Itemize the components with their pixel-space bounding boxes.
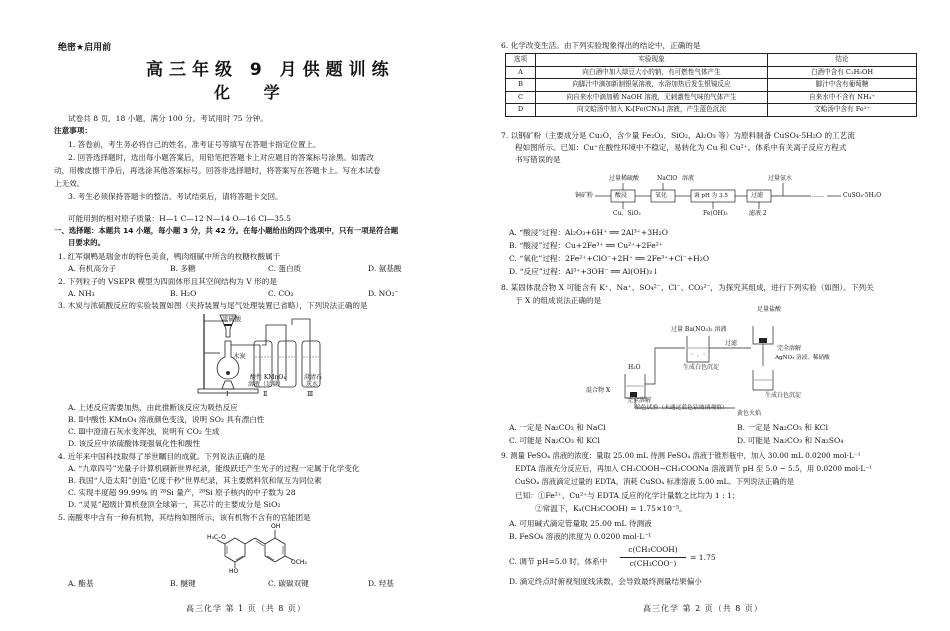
page-2: [475, 0, 950, 631]
q1-option: C. 蛋白质: [268, 264, 302, 273]
q4-option: A. “九章四号”光量子计算机刷新世界纪录，能级跃迁产生光子的过程一定属于化学变化: [68, 464, 360, 473]
precip-label: 生成白色沉淀: [683, 364, 720, 371]
fraction-bar: [620, 557, 686, 558]
q7-stem-cont: 程如图所示。已知：Cu⁺在酸性环境中不稳定，易转化为 Cu 和 Cu²⁺。体系中有关离子反应方程式: [515, 143, 847, 152]
table-cell: A: [506, 66, 536, 79]
q9-given: 已知：①Fe²⁺、Cu²⁺与 EDTA 反应的化学计量数之比均为 1 : 1；: [515, 491, 740, 500]
atomic-masses: 可能用到的相对原子质量：H—1 C—12 N—14 O—16 Cl—35.5: [68, 214, 292, 223]
flow-step: 酸浸: [615, 192, 628, 199]
q1-option: D. 氨基酸: [368, 264, 402, 273]
q8-stem: 8. 某固体混合物 X 可能含有 K⁺、Na⁺、SO₄²⁻、Cl⁻、CO₃²⁻，为探究其组成，进行下列实验（如图）。下列关: [501, 283, 874, 292]
q8-option: A. 一定是 Na₂CO₃ 和 NaCl: [509, 423, 606, 432]
q8-option: D. 可能是 Na₂CO₃ 和 Na₂SO₄: [737, 436, 844, 445]
table-cell: 向白酒中加入绿豆大小的钠，有可燃性气体产生: [536, 66, 768, 79]
q8-option: B. 一定是 Na₂CO₃ 和 KCl: [737, 423, 829, 432]
agno3-label: AgNO₃ 溶液、稀硝酸: [775, 355, 830, 361]
table-cell: 向文蛤汤中加入 K₃[Fe(CN)₆] 溶液，产生蓝色沉淀: [536, 104, 768, 117]
table-cell: 白酒中含有 C₂H₅OH: [768, 66, 917, 79]
q3-option: C. Ⅲ中澄清石灰水变浑浊，说明有 CO₂ 生成: [68, 427, 220, 436]
reagent-label: 过量 Ba(NO₃)₂ 溶液: [671, 326, 727, 333]
flow-reagent: 过量氨水: [768, 175, 793, 182]
table-cell: 自来水中不含有 NH₄⁺: [768, 91, 917, 104]
bottle-ii-label: 溶液（足量）: [248, 381, 285, 388]
q9-stem-cont: EDTA 溶液充分反应后，再加入 CH₃COOH−CH₃COONa 溶液调节 pH 至 5.0 ~ 5.5，用 0.0200 mol·L⁻¹: [515, 464, 872, 473]
q7-option: A. “酸浸”过程：Al₂O₃+6H⁺ ══ 2Al³⁺+3H₂O: [509, 228, 668, 237]
q9-option: B. FeSO₄ 溶液的浓度为 0.0200 mol·L⁻¹: [509, 532, 652, 541]
q3-option: B. Ⅱ中酸性 KMnO₄ 溶液颜色变浅，说明 SO₂ 具有漂白性: [68, 415, 265, 424]
q7-option: C. “氧化”过程：2Fe²⁺+ClO⁻+2H⁺ ══ 2Fe³⁺+Cl⁻+H₂O: [509, 254, 710, 263]
svg-text:OH: OH: [271, 523, 281, 530]
q7-option: B. “酸浸”过程：Cu+2Fe³⁺ ══ Cu²⁺+2Fe²⁺: [509, 241, 663, 250]
flame-test-label: 焰色试验（未通过蓝色钴玻璃观察）: [635, 405, 728, 411]
notice-line: 1. 答卷前，考生务必将自己的姓名、准考证号等填写在答题卡指定位置上。: [68, 140, 321, 149]
flow-step: 氧化: [655, 192, 668, 199]
flow-reagent: 过量稀硫酸: [609, 175, 640, 182]
page-footer: 高三化学 第 2 页（共 8 页）: [643, 604, 763, 613]
flow-product: CuSO₄·5H₂O: [843, 192, 882, 199]
mixture-label: 混合物 X: [586, 387, 611, 394]
flow-residue: Fe(OH)₃: [703, 210, 728, 217]
q2-option: D. NO₂⁻: [368, 289, 399, 298]
flow-residue: 滤液 2: [749, 210, 767, 217]
fraction-numerator: c(CH₃COOH): [628, 545, 678, 554]
flow-ellipsis: ……: [812, 192, 824, 199]
flow-reagent: 溶液: [682, 175, 695, 182]
q5-option: C. 碳碳双键: [268, 579, 309, 588]
filter-label: 过滤: [725, 340, 738, 347]
table-cell: 向自来水中滴加稀 NaOH 溶液，无刺激性气味的气体产生: [536, 91, 768, 104]
dissolve-label: 完全溶解: [627, 397, 652, 404]
yellow-flame-label: 黄色火焰: [737, 410, 762, 417]
svg-text:OCH₃: OCH₃: [291, 559, 307, 566]
q3-option: A. 上述反应需要加热，由此推断该反应为吸热反应: [68, 403, 238, 412]
table-row: [506, 79, 917, 92]
acid-label: 浓硫酸: [222, 315, 242, 323]
flow-step: 调 pH 为 3.5: [694, 193, 728, 199]
table-header: 实验现象: [536, 54, 768, 67]
flow-reagent: NaClO: [657, 175, 678, 182]
q5-option: A. 酯基: [68, 579, 94, 588]
confidential-mark: 绝密★启用前: [58, 43, 112, 53]
table-row: [506, 104, 917, 117]
notice-title: 注意事项：: [54, 126, 92, 135]
q1-option: A. 有机高分子: [68, 264, 117, 273]
fraction-denominator: c(CH₃COO⁻): [629, 559, 677, 568]
q8-stem-cont: 于 X 的组成说法正确的是: [515, 296, 602, 305]
q2-option: C. CO₂: [268, 289, 294, 298]
table-cell: B: [506, 79, 536, 92]
exam-info: 试卷共 8 页，18 小题，满分 100 分。考试用时 75 分钟。: [68, 114, 268, 123]
bottle-iii-label: 澄清石: [304, 374, 323, 381]
exam-title: 高三年级 9 月供题训练: [146, 60, 395, 80]
q8-option: C. 可能是 Na₂CO₃ 和 KCl: [509, 436, 600, 445]
table-row: [506, 66, 917, 79]
molecule-structure: [205, 522, 315, 574]
table-cell: D: [506, 104, 536, 117]
q4-option: D. “灵晃”超级计算机登顶全球第一，其芯片的主要成分是 SiO₂: [68, 500, 281, 509]
experiment-table: [505, 53, 917, 117]
q9-option: D. 滴定终点时俯视刻度线读数，会导致最终测量结果偏小: [509, 577, 702, 586]
flow-ore: 铜矿粉: [575, 192, 594, 199]
flow-step: 过滤: [751, 192, 764, 199]
q9-stem: 9. 测量 FeSO₄ 溶液的浓度：量取 25.00 mL 待测 FeSO₄ 溶液于锥形瓶中，加入 30.00 mL 0.0200 mol·L⁻¹: [501, 451, 861, 460]
q9-stem-cont: CuSO₄ 溶液滴定过量的 EDTA，消耗 CuSO₄ 标准溶液 5.00 mL。下列说法正确的是: [515, 477, 795, 486]
q3-stem: 3. 木炭与浓硫酸反应的实验装置如图（夹持装置与尾气处理装置已省略），下列说法正确的是: [58, 301, 368, 310]
section-title: 一、选择题：本题共 14 小题，每小题 3 分，共 42 分。在每小题给出的四个选项中，只有一项是符合题: [54, 226, 399, 235]
table-header: 选项: [506, 54, 536, 67]
roman-label: Ⅰ: [226, 390, 229, 398]
svg-text:HO: HO: [229, 568, 239, 574]
flow-residue: Cu、SiO₂: [613, 210, 641, 217]
table-cell: 向脚汁中滴加新制银氨溶液，水浴加热后发生银镜反应: [536, 79, 768, 92]
svg-text:H₃C–O: H₃C–O: [207, 534, 226, 541]
q2-option: B. H₂O: [170, 289, 197, 298]
page-footer: 高三化学 第 1 页（共 8 页）: [186, 604, 306, 613]
q4-option: B. 我国“人造太阳”创造“亿度千秒”世界纪录，其主要燃料氘和氚互为同位素: [68, 476, 322, 485]
table-cell: 脚汁中含有葡萄糖: [768, 79, 917, 92]
q2-option: A. NH₃: [68, 289, 95, 298]
table-cell: C: [506, 91, 536, 104]
subject-title: 化 学: [214, 83, 294, 102]
table-header: 结论: [768, 54, 917, 67]
roman-label: Ⅱ: [263, 390, 268, 398]
q6-stem: 6. 化学改变生活。由下列实验现象得出的结论中，正确的是: [501, 41, 701, 50]
roman-label: Ⅲ: [307, 390, 314, 398]
q4-option: C. 实现丰度超 99.99% 的 ²⁸Si 量产，²⁸Si 原子核内的中子数为 28: [68, 488, 296, 497]
notice-line: 动，用橡皮擦干净后，再选涂其他答案标号。回答非选择题时，将答案写在答题卡上。写在本试卷: [54, 166, 381, 175]
q7-option: D. “反应”过程：Al³⁺+3OH⁻ ══ Al(OH)₃↓: [509, 267, 659, 276]
q7-stem-cont: 书写错误的是: [515, 155, 561, 164]
water-label: H₂O: [628, 364, 641, 371]
notice-line: 3. 考生必须保持答题卡的整洁。考试结束后，请将答题卡交回。: [68, 192, 283, 201]
table-row: [506, 91, 917, 104]
q4-stem: 4. 近年来中国科技取得了举世瞩目的成就。下列说法正确的是: [58, 452, 266, 461]
q3-option: D. 该反应中浓硫酸体现强氧化性和酸性: [68, 439, 201, 448]
charcoal-label: 木炭: [233, 352, 246, 360]
q9-given: ②常温下，Kₐ(CH₃COOH) = 1.75×10⁻⁵。: [535, 504, 687, 513]
bottle-ii-label: 酸性 KMnO₄: [250, 374, 286, 381]
q1-option: B. 多糖: [170, 264, 196, 273]
q1-stem: 1. 红军炯鸭是瑞金市的特色美食，鸭肉细腻中所含的枚糖枚酸属于: [58, 252, 281, 261]
precip2-label: 生成白色沉淀: [765, 392, 802, 399]
notice-line: 上无效。: [54, 179, 85, 188]
q9-option: A. 可用碱式滴定管量取 25.00 mL 待测液: [509, 519, 652, 528]
table-cell: 文蛤汤中含有 Fe²⁺: [768, 104, 917, 117]
q7-stem: 7. 以钢矿粉（主要成分是 Cu₂O，含少量 Fe₂O₃、SiO₂、Al₂O₃ 等）为原料制备 CuSO₄·5H₂O 的工艺流: [501, 131, 855, 140]
q2-stem: 2. 下列粒子的 VSEPR 模型为四面体形且其空间结构为 V 形的是: [58, 277, 277, 286]
notice-line: 2. 回答选择题时，选出每小题答案后，用铅笔把答题卡上对应题目的答案标号涂黑。如需改: [68, 153, 374, 162]
q9-option: C. 调节 pH=5.0 时，体系中: [509, 557, 608, 566]
dissolve2-label: 完全溶解: [777, 345, 802, 352]
q5-option: D. 羟基: [368, 579, 394, 588]
fraction-value: = 1.75: [690, 553, 716, 562]
bottle-iii-label: 灰水: [306, 381, 319, 388]
q5-stem: 5. 南酸枣中含有一种有机物，其结构如图所示，该有机物不含有的官能团是: [58, 513, 311, 522]
q5-option: B. 醚键: [170, 579, 196, 588]
section-title-cont: 目要求的。: [68, 238, 105, 247]
hcl-label: 足量盐酸: [757, 306, 782, 313]
